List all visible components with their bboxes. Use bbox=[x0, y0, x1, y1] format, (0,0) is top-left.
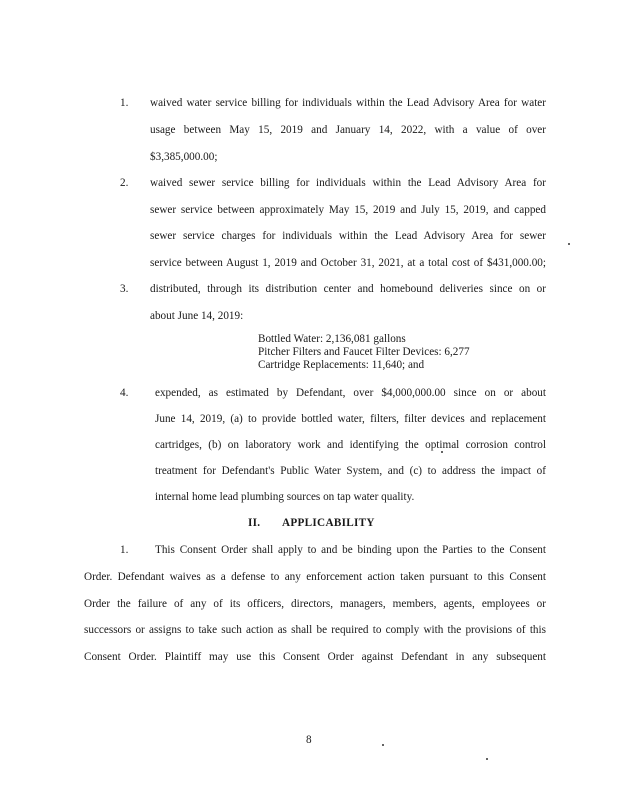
scan-speck bbox=[382, 744, 384, 746]
item-3-number: 3. bbox=[120, 283, 129, 295]
item-2-line-3: sewer service charges for individuals within the Lead Advisory Area for sewer bbox=[150, 230, 546, 242]
item-3-list-2: Pitcher Filters and Faucet Filter Devices: 6,277 bbox=[258, 346, 470, 358]
item-1-line-2: usage between May 15, 2019 and January 14, 2022, with a value of over bbox=[150, 124, 546, 136]
section-title: APPLICABILITY bbox=[282, 517, 375, 529]
paragraph-line-1: This Consent Order shall apply to and be binding upon the Parties to the Consent bbox=[155, 544, 546, 556]
item-4-line-3: cartridges, (b) on laboratory work and identifying the optimal corrosion control bbox=[155, 439, 546, 451]
paragraph-line-3: Order the failure of any of its officers, directors, managers, members, agents, employees or bbox=[84, 598, 546, 610]
item-1-number: 1. bbox=[120, 97, 129, 109]
paragraph-line-5: Consent Order. Plaintiff may use this Consent Order against Defendant in any subsequent bbox=[84, 651, 546, 663]
item-1-line-3: $3,385,000.00; bbox=[150, 151, 218, 163]
item-4-line-2: June 14, 2019, (a) to provide bottled water, filters, filter devices and replacement bbox=[155, 413, 546, 425]
scan-speck bbox=[568, 243, 570, 245]
item-2-line-2: sewer service between approximately May 15, 2019 and July 15, 2019, and capped bbox=[150, 204, 546, 216]
paragraph-line-4: successors or assigns to take such action as shall be required to comply with the provisions of this bbox=[84, 624, 546, 636]
item-4-number: 4. bbox=[120, 387, 129, 399]
item-4-line-4: treatment for Defendant's Public Water System, and (c) to address the impact of bbox=[155, 465, 546, 477]
item-3-line-2: about June 14, 2019: bbox=[150, 310, 244, 322]
item-3-list-3: Cartridge Replacements: 11,640; and bbox=[258, 359, 425, 371]
item-3-list-1: Bottled Water: 2,136,081 gallons bbox=[258, 333, 406, 345]
paragraph-number: 1. bbox=[120, 544, 129, 556]
item-2-line-4: service between August 1, 2019 and October 31, 2021, at a total cost of $431,000.00; bbox=[150, 257, 546, 269]
scan-speck bbox=[486, 758, 488, 760]
item-4-line-1: expended, as estimated by Defendant, over $4,000,000.00 since on or about bbox=[155, 387, 546, 399]
scan-speck bbox=[441, 451, 443, 453]
section-number: II. bbox=[248, 517, 261, 529]
item-4-line-5: internal home lead plumbing sources on tap water quality. bbox=[155, 491, 415, 503]
item-2-number: 2. bbox=[120, 177, 129, 189]
item-2-line-1: waived sewer service billing for individuals within the Lead Advisory Area for bbox=[150, 177, 546, 189]
page-number: 8 bbox=[306, 734, 312, 746]
paragraph-line-2: Order. Defendant waives as a defense to any enforcement action taken pursuant to this Consent bbox=[84, 571, 546, 583]
item-1-line-1: waived water service billing for individuals within the Lead Advisory Area for water bbox=[150, 97, 546, 109]
item-3-line-1: distributed, through its distribution center and homebound deliveries since on or bbox=[150, 283, 546, 295]
